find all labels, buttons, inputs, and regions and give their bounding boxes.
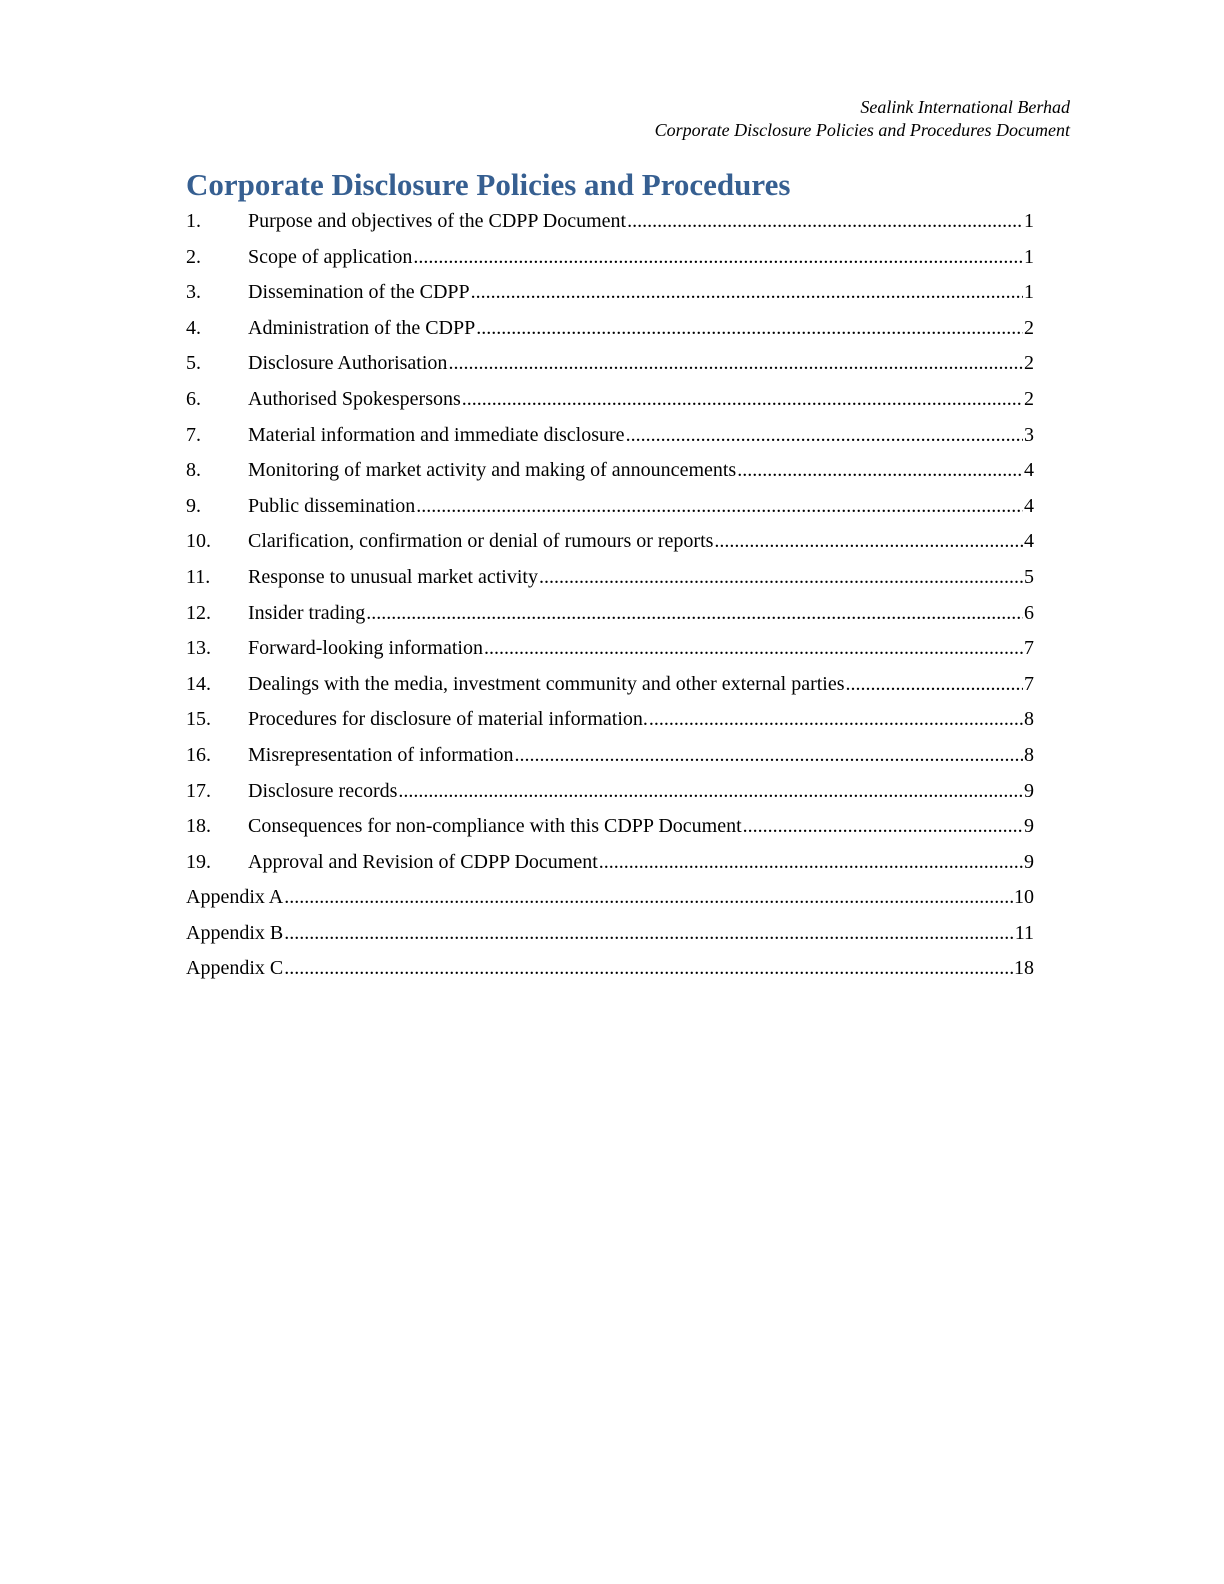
toc-entry-page: 9: [1024, 850, 1034, 873]
toc-entry-page: 7: [1024, 672, 1034, 695]
toc-entry-title: Administration of the CDPP: [248, 316, 476, 339]
toc-entry-number: 6.: [186, 387, 201, 410]
toc-entry-title: Procedures for disclosure of material information.: [248, 708, 648, 731]
toc-entry[interactable]: [186, 596, 1034, 632]
toc-dot-leader: [413, 240, 1023, 276]
toc-entry-number: 16.: [186, 743, 211, 766]
toc-entry[interactable]: [186, 667, 1034, 703]
toc-entry-number: 11.: [186, 565, 211, 588]
toc-entry-title: Appendix B: [186, 921, 284, 944]
toc-dot-leader: [462, 382, 1023, 418]
toc-entry[interactable]: [186, 240, 1034, 276]
toc-entry[interactable]: [186, 204, 1034, 240]
toc-entry[interactable]: [186, 631, 1034, 667]
toc-entry-page: 7: [1024, 637, 1034, 660]
toc-entry-title: Misrepresentation of information: [248, 743, 514, 766]
toc-entry-page: 8: [1024, 708, 1034, 731]
toc-dot-leader: [398, 774, 1023, 810]
toc-entry-number: 7.: [186, 423, 201, 446]
toc-entry[interactable]: [186, 560, 1034, 596]
page-title: Corporate Disclosure Policies and Procedures: [186, 167, 791, 202]
toc-entry[interactable]: [186, 489, 1034, 525]
toc-entry-number: 4.: [186, 316, 201, 339]
toc-dot-leader: [599, 845, 1023, 881]
toc-entry-title: Forward-looking information: [248, 637, 483, 660]
toc-entry-page: 1: [1024, 210, 1034, 232]
toc-dot-leader: [284, 916, 1014, 952]
toc-entry-page: 4: [1024, 494, 1034, 517]
toc-entry[interactable]: [186, 774, 1034, 810]
toc-entry-number: 2.: [186, 245, 201, 268]
toc-entry-page: 2: [1024, 387, 1034, 410]
toc-entry-title: Appendix C: [186, 957, 284, 980]
toc-entry-title: Appendix A: [186, 886, 284, 909]
toc-entry[interactable]: [186, 418, 1034, 454]
toc-dot-leader: [846, 667, 1023, 703]
toc-entry-page: 2: [1024, 352, 1034, 375]
toc-dot-leader: [743, 809, 1023, 845]
toc-dot-leader: [448, 346, 1023, 382]
header-company: Sealink International Berhad: [860, 97, 1070, 117]
toc-entry-title: Material information and immediate disclosure: [248, 423, 625, 446]
toc-entry-page: 8: [1024, 743, 1034, 766]
toc-entry-page: 18: [1014, 957, 1034, 980]
toc-entry-number: 3.: [186, 281, 201, 304]
toc-entry-page: 2: [1024, 316, 1034, 339]
toc-entry-title: Purpose and objectives of the CDPP Document: [248, 210, 627, 232]
toc-entry-title: Insider trading: [248, 601, 366, 624]
toc-dot-leader: [416, 489, 1023, 525]
toc-entry-page: 6: [1024, 601, 1034, 624]
toc-dot-leader: [284, 880, 1013, 916]
toc-entry-number: 10.: [186, 530, 211, 553]
toc-entry-title: Approval and Revision of CDPP Document: [248, 850, 598, 873]
toc-entry-number: 1.: [186, 210, 201, 232]
toc-entry-title: Public dissemination: [248, 494, 416, 517]
page-header: [655, 96, 1070, 142]
toc-entry[interactable]: [186, 453, 1034, 489]
table-of-contents: [186, 204, 1034, 987]
toc-entry-number: 14.: [186, 672, 211, 695]
toc-entry[interactable]: [186, 702, 1034, 738]
toc-dot-leader: [649, 702, 1023, 738]
toc-entry-title: Authorised Spokespersons: [248, 387, 461, 410]
toc-entry[interactable]: [186, 845, 1034, 881]
toc-entry-page: 10: [1014, 886, 1034, 909]
toc-entry-page: 1: [1024, 245, 1034, 268]
header-document: Corporate Disclosure Policies and Procedures Document: [654, 120, 1070, 140]
toc-entry-title: Dealings with the media, investment community and other external parties: [248, 672, 845, 695]
toc-entry-page: 9: [1024, 779, 1034, 802]
toc-entry-page: 1: [1024, 281, 1034, 304]
toc-entry-title: Disclosure records: [248, 779, 398, 802]
toc-dot-leader: [737, 453, 1023, 489]
toc-entry[interactable]: [186, 275, 1034, 311]
toc-entry-page: 4: [1024, 530, 1034, 553]
toc-entry-number: 17.: [186, 779, 211, 802]
toc-entry[interactable]: [186, 916, 1034, 952]
toc-dot-leader: [714, 524, 1023, 560]
toc-entry-number: 9.: [186, 494, 201, 517]
toc-entry[interactable]: [186, 809, 1034, 845]
toc-entry[interactable]: [186, 346, 1034, 382]
toc-entry-number: 8.: [186, 459, 201, 482]
toc-entry-number: 5.: [186, 352, 201, 375]
toc-entry-page: 9: [1024, 815, 1034, 838]
toc-entry-title: Response to unusual market activity: [248, 565, 538, 588]
toc-dot-leader: [626, 418, 1023, 454]
toc-entry-page: 5: [1024, 565, 1034, 588]
toc-entry[interactable]: [186, 311, 1034, 347]
toc-dot-leader: [627, 204, 1023, 240]
toc-entry-title: Clarification, confirmation or denial of rumours or reports: [248, 530, 714, 553]
toc-entry-title: Scope of application: [248, 245, 413, 268]
toc-entry-page: 4: [1024, 459, 1034, 482]
toc-entry[interactable]: [186, 738, 1034, 774]
toc-dot-leader: [366, 596, 1023, 632]
toc-entry[interactable]: [186, 951, 1034, 987]
toc-entry-number: 13.: [186, 637, 211, 660]
toc-entry-title: Disclosure Authorisation: [248, 352, 448, 375]
toc-entry-number: 18.: [186, 815, 211, 838]
toc-entry-page: 3: [1024, 423, 1034, 446]
toc-entry[interactable]: [186, 382, 1034, 418]
toc-entry-number: 15.: [186, 708, 211, 731]
toc-dot-leader: [476, 311, 1023, 347]
toc-entry-title: Monitoring of market activity and making of announcements: [248, 459, 737, 482]
toc-entry-number: 12.: [186, 601, 211, 624]
toc-entry-title: Dissemination of the CDPP: [248, 281, 470, 304]
toc-entry-page: 11: [1014, 921, 1034, 944]
toc-dot-leader: [471, 275, 1023, 311]
toc-dot-leader: [484, 631, 1023, 667]
toc-entry[interactable]: [186, 524, 1034, 560]
toc-entry[interactable]: [186, 880, 1034, 916]
toc-dot-leader: [284, 951, 1013, 987]
toc-entry-title: Consequences for non-compliance with this CDPP Document: [248, 815, 742, 838]
toc-entry-number: 19.: [186, 850, 211, 873]
toc-dot-leader: [539, 560, 1023, 596]
toc-dot-leader: [515, 738, 1024, 774]
